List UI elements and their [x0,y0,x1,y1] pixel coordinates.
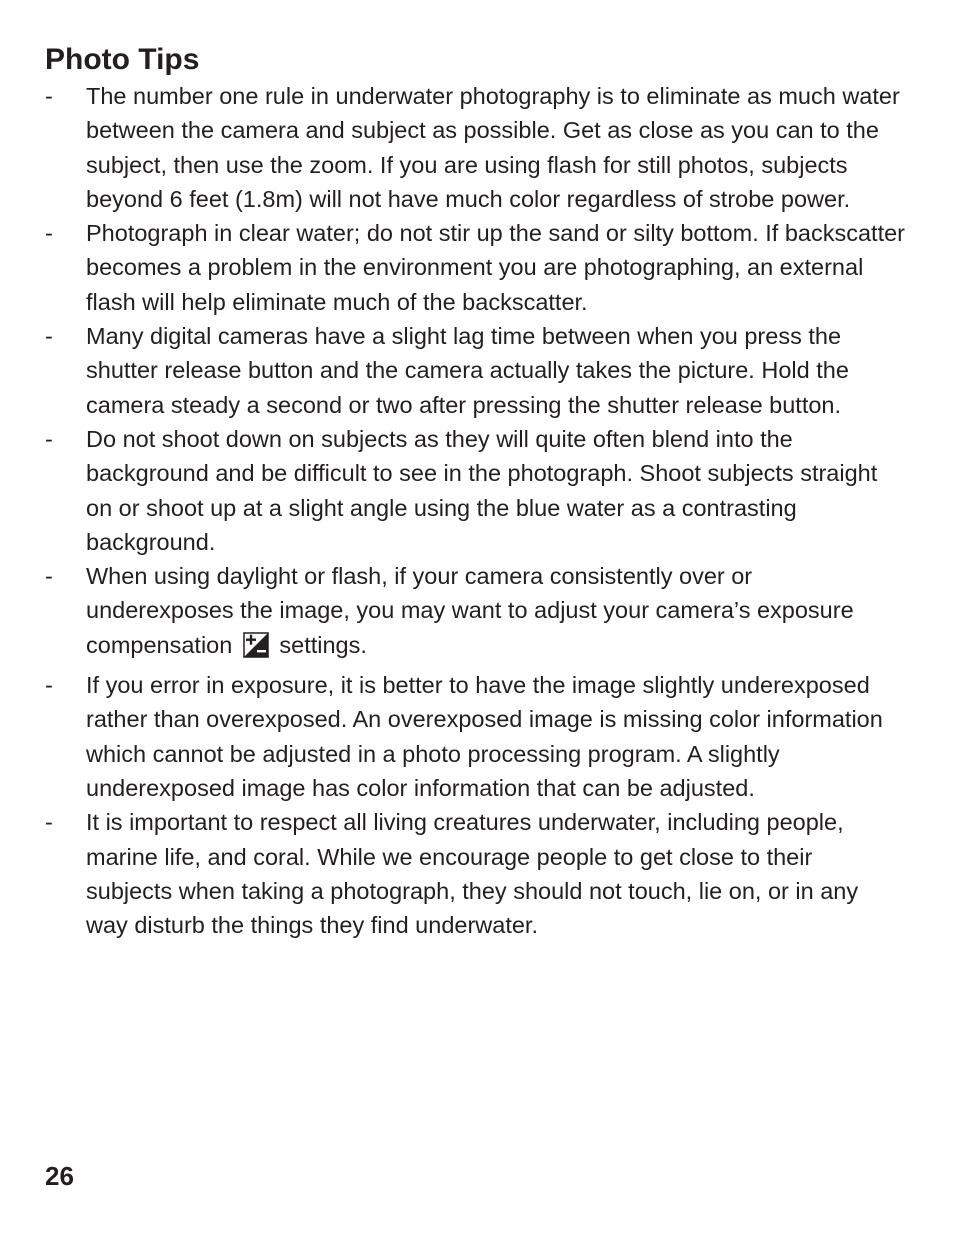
page-title: Photo Tips [45,43,200,76]
bullet-dash: - [45,83,53,109]
list-item [45,79,905,216]
tip-text: settings. [279,631,367,658]
page-number: 26 [45,1161,74,1191]
list-item [45,319,905,422]
list-item [45,559,905,662]
tip-text: Many digital cameras have a slight lag time between when you press the shutter release button and the camera actually takes the picture. Hold the camera steady a second or two after pressing the shutter release button. [86,323,849,418]
tips-list [45,79,905,942]
tip-text: If you error in exposure, it is better to have the image slightly underexposed rather than overexposed. An overexposed image is missing color information which cannot be adjusted in a photo processing program. A slightly underexposed image has color information that can be adjusted. [86,672,883,801]
exposure-compensation-icon [243,632,269,658]
tip-text: Do not shoot down on subjects as they will quite often blend into the background and be difficult to see in the photograph. Shoot subjects straight on or shoot up at a slight angle using the blue water as a contrasting background. [86,425,878,555]
tip-text: Photograph in clear water; do not stir up the sand or silty bottom. If backscatter becomes a problem in the environment you are photographing, an external flash will help eliminate much of the backscatter. [86,220,906,315]
bullet-dash: - [45,563,53,590]
tip-text: When using daylight or flash, if your camera consistently over or underexposes the image, you may want to adjust your camera’s exposure compensation [86,563,854,658]
list-item [45,668,905,805]
bullet-dash: - [45,672,53,699]
bullet-dash: - [45,425,53,452]
bullet-dash: - [45,323,53,350]
list-item [45,216,905,319]
list-item [45,805,905,942]
tip-text: It is important to respect all living creatures underwater, including people, marine life, and coral. While we encourage people to get close to their subjects when taking a photograph, they should not touch, lie on, or in any way disturb the things they find underwater. [86,809,859,939]
list-item [45,422,905,559]
tip-text: The number one rule in underwater photography is to eliminate as much water between the camera and subject as possible. Get as close as you can to the subject, then use the zoom. If you are using flash for still photos, subjects beyond 6 feet (1.8m) will not have much color regardless of strobe power. [86,83,900,212]
bullet-dash: - [45,809,53,836]
bullet-dash: - [45,220,53,247]
